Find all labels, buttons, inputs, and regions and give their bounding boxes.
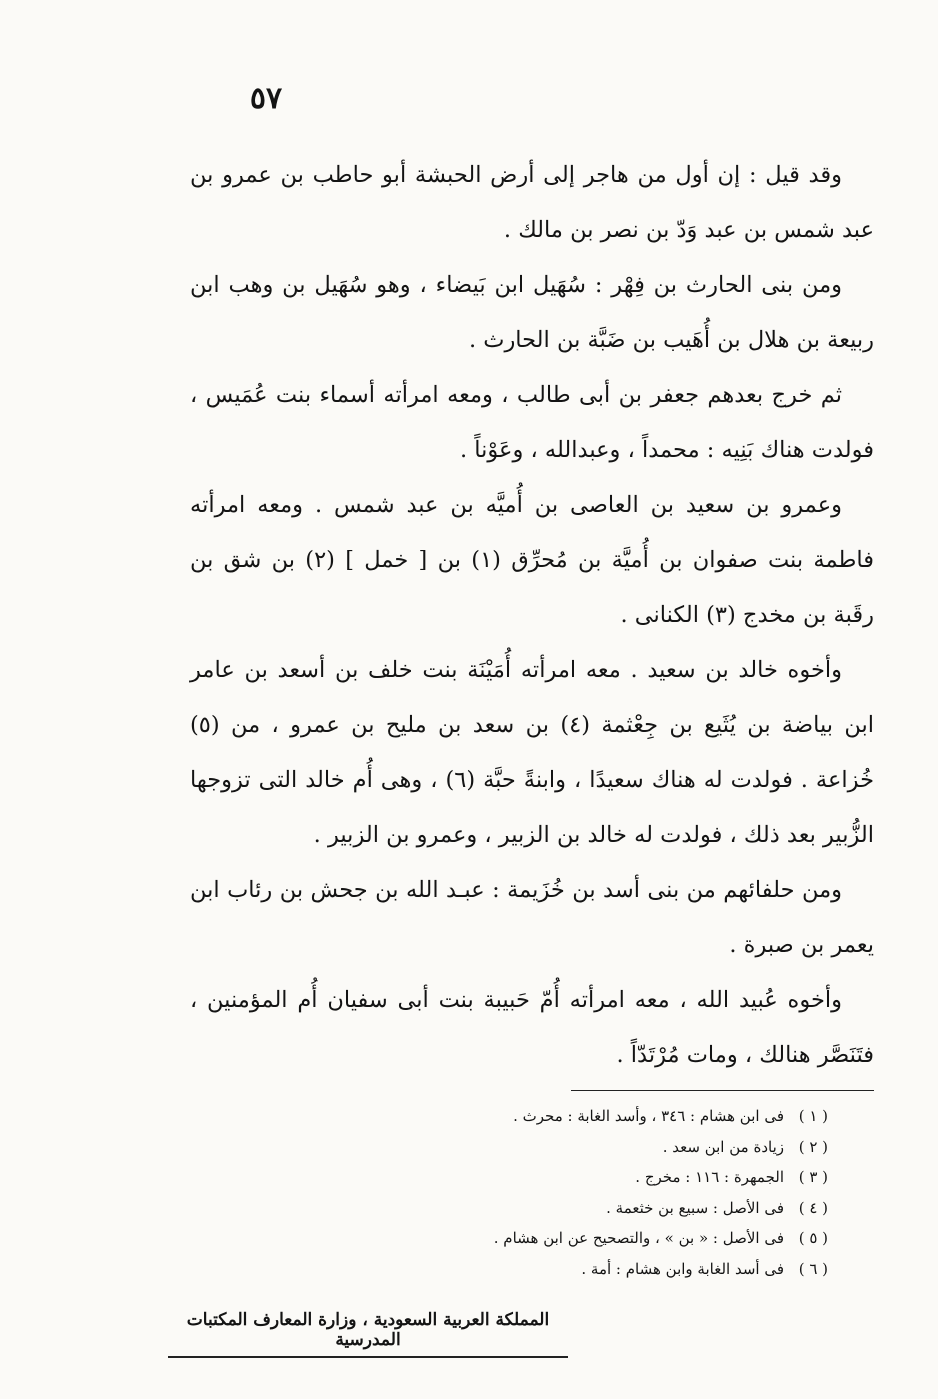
footnote-text: فى ابن هشام : ٣٤٦ ، وأسد الغابة : محرث .	[513, 1107, 784, 1125]
footnote-text: فى أسد الغابة وابن هشام : أمة .	[581, 1259, 784, 1278]
paragraph: وقد قيل : إن أول من هاجر إلى أرض الحبشة أبو حاطب بن عمرو بن عبد شمس بن عبد وَدّ بن نصر بن مالك .	[190, 162, 874, 243]
footnote-number: ( ٤ )	[798, 1198, 828, 1217]
footnote-text: الجمهرة : ١١٦ : مخرج .	[635, 1168, 784, 1187]
footnote-text: فى الأصل : سبيع بن خثعمة .	[606, 1198, 784, 1217]
paragraph: ثم خرج بعدهم جعفر بن أبى طالب ، ومعه امرأته أسماء بنت عُمَيس ، فولدت هناك بَنِيه : محمداً ، وعبدالله ، وعَوْناً .	[190, 382, 874, 463]
footnote	[208, 1254, 828, 1285]
footnote	[208, 1162, 828, 1193]
footnote	[208, 1101, 828, 1132]
paragraph: وعمرو بن سعيد بن العاصى بن أُميَّه بن عبد شمس . ومعه امرأته فاطمة بنت صفوان بن أُميَّة بن مُحرِّق (١) بن [ خمل ] (٢) بن شق بن رقَبة بن مخدج (٣) الكنانى .	[190, 492, 874, 628]
footnote-number: ( ٥ )	[798, 1229, 828, 1248]
footnote-text: فى الأصل : « بن » ، والتصحيح عن ابن هشام .	[493, 1229, 784, 1248]
footnote	[208, 1132, 828, 1163]
footnote-divider	[571, 1090, 874, 1091]
paragraph: ومن بنى الحارث بن فِهْر : سُهَيل ابن بَيضاء ، وهو سُهَيل بن وهب ابن ربيعة بن هلال بن أُهَيب بن ضَبَّة بن الحارث .	[190, 272, 874, 353]
footnote	[208, 1223, 828, 1254]
paragraph: وأخوه خالد بن سعيد . معه امرأته أُمَيْنَة بنت خلف بن أسعد بن عامر ابن بياضة بن يُثَيع بن جِعْثمة (٤) بن سعد بن مليح بن عمرو ، من (٥) خُزاعة . فولدت له هناك سعيدًا ، وابنةً حبَّة (٦) ، وهى أُم خالد التى تزوجها الزُّبير بعد ذلك ، فولدت له خالد بن الزبير ، وعمرو بن الزبير .	[190, 657, 874, 848]
footnotes	[208, 1101, 828, 1285]
paragraph: وأخوه عُبيد الله ، معه امرأته أُمّ حَبيبة بنت أبى سفيان أُم المؤمنين ، فتَنَصَّر هنالك ، ومات مُرْتَدّاً .	[190, 987, 874, 1068]
footnote	[208, 1193, 828, 1224]
main-text	[190, 148, 874, 1083]
footnote-text: زيادة من ابن سعد .	[662, 1137, 784, 1156]
footnote-number: ( ٣ )	[798, 1168, 828, 1187]
library-stamp-text: المملكة العربية السعودية ، وزارة المعارف المكتبات المدرسية	[168, 1310, 568, 1358]
footnote-number: ( ١ )	[798, 1107, 828, 1125]
paragraph: ومن حلفائهم من بنى أسد بن خُزَيمة : عبـد الله بن جحش بن رئاب ابن يعمر بن صبرة .	[190, 877, 874, 958]
footnote-number: ( ٦ )	[798, 1259, 828, 1278]
footnote-number: ( ٢ )	[798, 1137, 828, 1156]
page-number: ٥٧	[249, 81, 283, 116]
